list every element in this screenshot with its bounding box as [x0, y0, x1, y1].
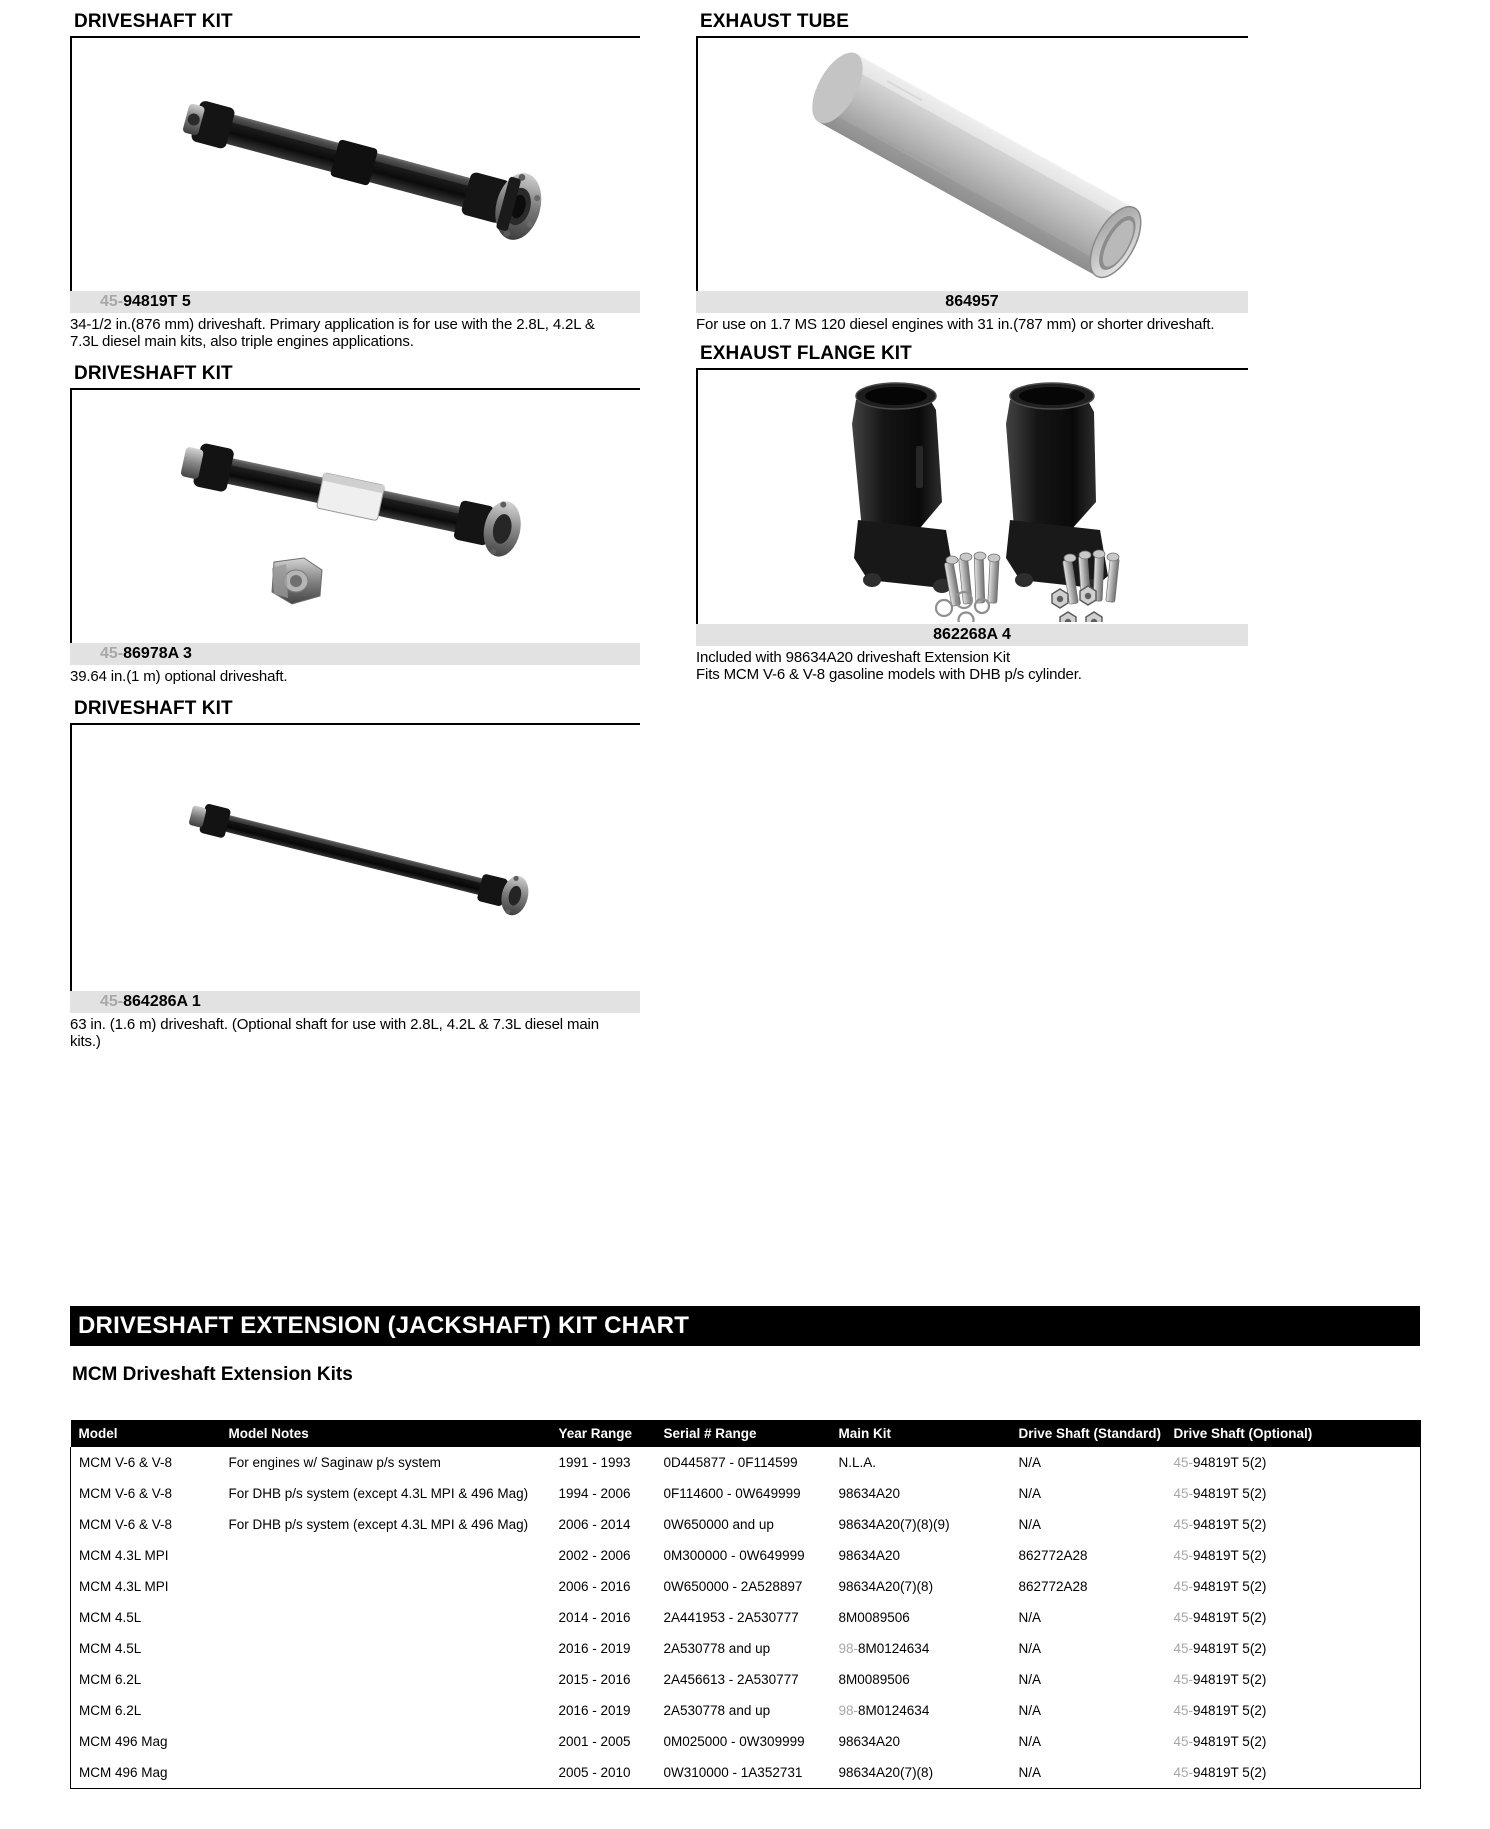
- part-number-bar: [70, 991, 640, 1013]
- description-line-1: 39.64 in.(1 m) optional driveshaft.: [70, 668, 288, 685]
- chart-subtitle: MCM Driveshaft Extension Kits: [72, 1364, 353, 1385]
- cell-main-kit: 98634A20(7)(8)(9): [838, 1517, 950, 1532]
- cell-model-notes: [221, 1633, 551, 1664]
- cell-drive-shaft-standard: N/A: [1011, 1757, 1166, 1789]
- cell-year-range: 2001 - 2005: [558, 1734, 631, 1749]
- product-description: [70, 1013, 640, 1050]
- part-number: 86978A 3: [123, 645, 192, 662]
- driveshaft-long-photo: [72, 38, 640, 289]
- part-prefix: 45-: [100, 645, 124, 662]
- cell-model: MCM V-6 & V-8: [71, 1478, 221, 1509]
- table-row: [71, 1447, 1421, 1478]
- cell-drive-shaft-optional: 45-94819T 5(2): [1166, 1757, 1421, 1789]
- cell-serial-range: 0M025000 - 0W309999: [663, 1734, 805, 1749]
- cell-main-kit: 98634A20(7)(8): [831, 1757, 1011, 1789]
- cell-model-notes: [221, 1726, 551, 1757]
- driveshaft-extension-kit-table: [70, 1420, 1421, 1789]
- column-header-model-notes: Model Notes: [221, 1420, 551, 1447]
- table-header-row: [71, 1420, 1421, 1447]
- cell-main-kit: 98-8M0124634: [838, 1703, 930, 1718]
- table-row: [71, 1695, 1421, 1726]
- part-number-bar: [70, 291, 640, 313]
- cell-serial-range: 0D445877 - 0F114599: [663, 1455, 798, 1470]
- product-card-exhaust-tube: [696, 10, 1248, 333]
- cell-drive-shaft-optional: 45-94819T 5(2): [1166, 1509, 1421, 1540]
- description-line-1: For use on 1.7 MS 120 diesel engines with 31 in.(787 mm) or shorter driveshaft.: [696, 316, 1215, 333]
- cell-main-kit: N.L.A.: [838, 1455, 877, 1470]
- cell-main-kit: 8M0089506: [838, 1672, 910, 1687]
- product-card-driveshaft-kit-864286a1: [70, 697, 640, 1050]
- cell-year-range: 2014 - 2016: [558, 1610, 631, 1625]
- part-prefix: 45-: [1173, 1517, 1194, 1532]
- cell-drive-shaft-optional: 45-94819T 5(2): [1166, 1664, 1421, 1695]
- part-prefix: 45-: [1173, 1610, 1194, 1625]
- part-number: 864286A 1: [123, 993, 201, 1010]
- cell-model-notes: [221, 1540, 551, 1571]
- part-prefix: 45-: [1173, 1703, 1194, 1718]
- chart-banner-title: DRIVESHAFT EXTENSION (JACKSHAFT) KIT CHART: [70, 1306, 1420, 1346]
- part-prefix: 45-: [100, 993, 124, 1010]
- description-line-1: 34-1/2 in.(876 mm) driveshaft. Primary application is for use with the 2.8L, 4.2L &: [70, 316, 595, 333]
- cell-drive-shaft-optional: 45-94819T 5(2): [1166, 1478, 1421, 1509]
- product-title: EXHAUST FLANGE KIT: [700, 343, 912, 364]
- table-row: [71, 1571, 1421, 1602]
- cell-drive-shaft-standard: 862772A28: [1018, 1579, 1088, 1594]
- cell-drive-shaft-standard: N/A: [1018, 1486, 1042, 1501]
- table-row: [71, 1664, 1421, 1695]
- cell-model: MCM 4.3L MPI: [71, 1540, 221, 1571]
- cell-model: MCM 496 Mag: [71, 1757, 221, 1789]
- cell-drive-shaft-optional: 45-94819T 5(2): [1166, 1602, 1421, 1633]
- description-line-2: Fits MCM V-6 & V-8 gasoline models with DHB p/s cylinder.: [696, 666, 1082, 683]
- product-photo-frame: [70, 388, 640, 643]
- part-prefix: 45-: [1173, 1548, 1194, 1563]
- cell-model: MCM V-6 & V-8: [71, 1447, 221, 1478]
- product-card-driveshaft-kit-94819t5: [70, 10, 640, 350]
- table-row: [71, 1757, 1421, 1789]
- cell-model-notes: [221, 1571, 551, 1602]
- cell-year-range: 2005 - 2010: [551, 1757, 656, 1789]
- product-photo-frame: [70, 723, 640, 991]
- column-header-model: Model: [71, 1420, 221, 1447]
- cell-year-range: 2016 - 2019: [558, 1703, 631, 1718]
- cell-model: MCM 6.2L: [71, 1664, 221, 1695]
- left-column: [70, 10, 640, 1050]
- cell-model: MCM 4.3L MPI: [71, 1571, 221, 1602]
- part-number: 864957: [945, 293, 999, 310]
- right-column: [696, 10, 1248, 683]
- cell-serial-range: 0W650000 - 2A528897: [663, 1579, 803, 1594]
- cell-drive-shaft-optional: 45-94819T 5(2): [1166, 1540, 1421, 1571]
- column-header-drive-shaft-optional: Drive Shaft (Optional): [1166, 1420, 1421, 1447]
- table-row: [71, 1602, 1421, 1633]
- product-photo-frame: [696, 36, 1248, 291]
- cell-model-notes: [221, 1664, 551, 1695]
- cell-model-notes: [221, 1602, 551, 1633]
- description-line-2: kits.): [70, 1033, 101, 1050]
- cell-drive-shaft-standard: N/A: [1018, 1455, 1042, 1470]
- table-row: [71, 1633, 1421, 1664]
- part-number: 862268A 4: [933, 626, 1011, 643]
- cell-main-kit: 98634A20: [838, 1734, 901, 1749]
- part-prefix: 98-: [838, 1641, 859, 1656]
- cell-drive-shaft-optional: 45-94819T 5(2): [1166, 1726, 1421, 1757]
- table-row: [71, 1540, 1421, 1571]
- cell-model-notes: [221, 1695, 551, 1726]
- cell-serial-range: 0M300000 - 0W649999: [663, 1548, 805, 1563]
- cell-serial-range: 2A530778 and up: [663, 1703, 771, 1718]
- column-header-main-kit: Main Kit: [831, 1420, 1011, 1447]
- product-title: DRIVESHAFT KIT: [74, 11, 233, 32]
- cell-year-range: 2015 - 2016: [558, 1672, 631, 1687]
- part-number-bar: [70, 643, 640, 665]
- cell-drive-shaft-standard: N/A: [1018, 1517, 1042, 1532]
- cell-drive-shaft-standard: N/A: [1018, 1641, 1042, 1656]
- cell-year-range: 2002 - 2006: [558, 1548, 631, 1563]
- part-prefix: 45-: [1173, 1734, 1194, 1749]
- part-prefix: 45-: [1173, 1486, 1194, 1501]
- column-header-drive-shaft-standard: Drive Shaft (Standard): [1011, 1420, 1166, 1447]
- table-row: [71, 1726, 1421, 1757]
- cell-model: MCM V-6 & V-8: [71, 1509, 221, 1540]
- cell-model: MCM 6.2L: [71, 1695, 221, 1726]
- product-description: [696, 646, 1248, 683]
- table-body: [71, 1447, 1421, 1789]
- cell-year-range: 1991 - 1993: [558, 1455, 631, 1470]
- cell-model-notes: For DHB p/s system (except 4.3L MPI & 496 Mag): [228, 1486, 529, 1501]
- cell-serial-range: 2A441953 - 2A530777: [663, 1610, 799, 1625]
- cell-drive-shaft-optional: 45-94819T 5(2): [1166, 1571, 1421, 1602]
- driveshaft-with-yoke-photo: [72, 390, 640, 641]
- part-prefix: 45-: [1173, 1765, 1194, 1780]
- product-title: DRIVESHAFT KIT: [74, 363, 233, 384]
- cell-drive-shaft-standard: N/A: [1018, 1703, 1042, 1718]
- cell-main-kit: 98634A20: [838, 1486, 901, 1501]
- cell-year-range: 2006 - 2016: [558, 1579, 631, 1594]
- part-number-bar: [696, 291, 1248, 313]
- part-prefix: 45-: [1173, 1579, 1194, 1594]
- cell-serial-range: 0W310000 - 1A352731: [656, 1757, 831, 1789]
- cell-model-notes: For engines w/ Saginaw p/s system: [228, 1455, 441, 1470]
- product-title: EXHAUST TUBE: [700, 11, 849, 32]
- product-card-exhaust-flange-kit: [696, 342, 1248, 683]
- cell-year-range: 2016 - 2019: [558, 1641, 631, 1656]
- cell-serial-range: 2A530778 and up: [663, 1641, 771, 1656]
- exhaust-tube-photo: [698, 38, 1248, 289]
- cell-drive-shaft-optional: 45-94819T 5(2): [1166, 1695, 1421, 1726]
- cell-drive-shaft-standard: N/A: [1018, 1672, 1042, 1687]
- cell-main-kit: 8M0089506: [838, 1610, 910, 1625]
- product-description: [70, 665, 640, 685]
- cell-drive-shaft-standard: N/A: [1018, 1734, 1042, 1749]
- cell-model-notes: [221, 1757, 551, 1789]
- cell-drive-shaft-optional: 45-94819T 5(2): [1166, 1633, 1421, 1664]
- cell-drive-shaft-standard: N/A: [1018, 1610, 1042, 1625]
- cell-model-notes: For DHB p/s system (except 4.3L MPI & 496 Mag): [228, 1517, 529, 1532]
- part-number: 94819T 5: [123, 293, 191, 310]
- product-description: [696, 313, 1248, 333]
- part-prefix: 45-: [1173, 1672, 1194, 1687]
- part-prefix: 98-: [838, 1703, 859, 1718]
- product-photo-frame: [70, 36, 640, 291]
- driveshaft-slim-photo: [72, 725, 640, 989]
- product-card-driveshaft-kit-86978a3: [70, 362, 640, 685]
- description-line-1: 63 in. (1.6 m) driveshaft. (Optional shaft for use with 2.8L, 4.2L & 7.3L diesel main: [70, 1016, 599, 1033]
- cell-model: MCM 496 Mag: [71, 1726, 221, 1757]
- cell-year-range: 1994 - 2006: [558, 1486, 631, 1501]
- cell-drive-shaft-standard: 862772A28: [1018, 1548, 1088, 1563]
- cell-year-range: 2006 - 2014: [558, 1517, 631, 1532]
- cell-main-kit: 98634A20: [838, 1548, 901, 1563]
- table-row: [71, 1509, 1421, 1540]
- part-prefix: 45-: [1173, 1641, 1194, 1656]
- part-number-bar: [696, 624, 1248, 646]
- column-header-year-range: Year Range: [551, 1420, 656, 1447]
- part-prefix: 45-: [1173, 1455, 1194, 1470]
- description-line-2: 7.3L diesel main kits, also triple engines applications.: [70, 333, 414, 350]
- cell-model: MCM 4.5L: [71, 1633, 221, 1664]
- cell-serial-range: 0W650000 and up: [663, 1517, 774, 1532]
- description-line-1: Included with 98634A20 driveshaft Extension Kit: [696, 649, 1010, 666]
- cell-serial-range: 2A456613 - 2A530777: [663, 1672, 799, 1687]
- product-title: DRIVESHAFT KIT: [74, 698, 233, 719]
- cell-serial-range: 0F114600 - 0W649999: [663, 1486, 801, 1501]
- product-photo-frame: [696, 368, 1248, 624]
- cell-drive-shaft-optional: 45-94819T 5(2): [1166, 1447, 1421, 1478]
- cell-model: MCM 4.5L: [71, 1602, 221, 1633]
- column-header-serial-range: Serial # Range: [656, 1420, 831, 1447]
- part-prefix: 45-: [100, 293, 124, 310]
- product-description: [70, 313, 640, 350]
- exhaust-flange-kit-photo: [698, 370, 1248, 622]
- table-row: [71, 1478, 1421, 1509]
- cell-main-kit: 98634A20(7)(8): [838, 1579, 934, 1594]
- cell-main-kit: 98-8M0124634: [838, 1641, 930, 1656]
